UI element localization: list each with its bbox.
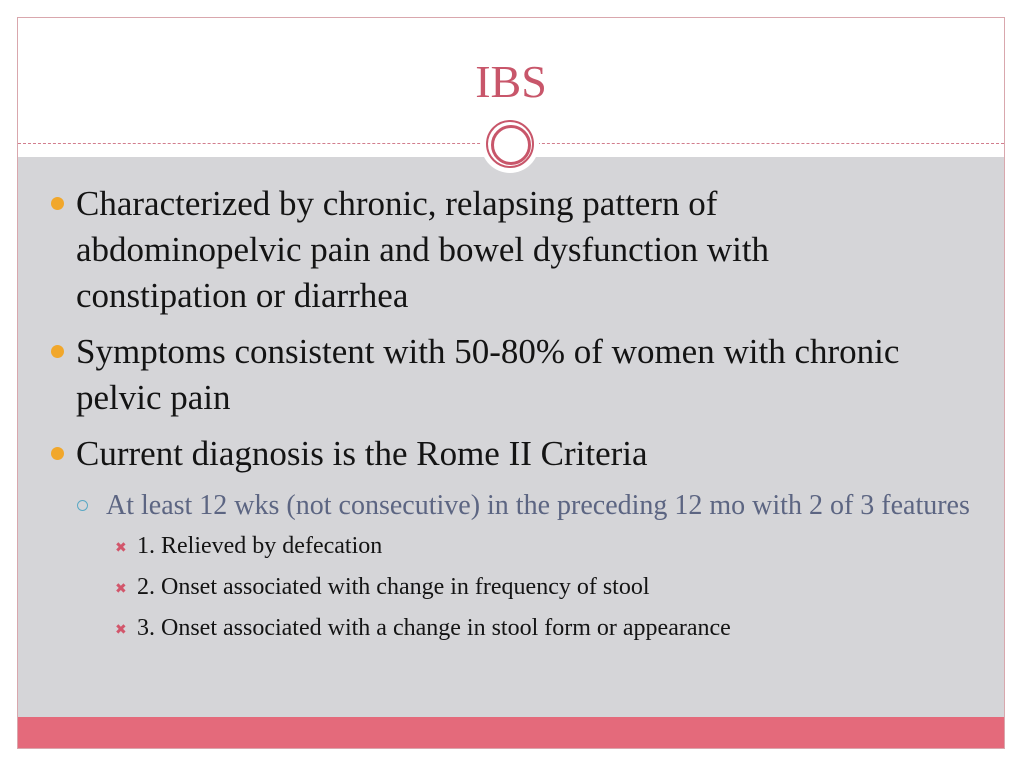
bullet-dot-icon (51, 447, 64, 460)
double-circle-icon (481, 115, 539, 173)
bullet-text: Current diagnosis is the Rome II Criteria (76, 434, 648, 473)
bullet-text: Characterized by chronic, relapsing pattern of abdominopelvic pain and bowel dysfunction with constipation or diarrhea (76, 184, 770, 315)
slide (17, 17, 1005, 749)
ring-bullet-icon (77, 500, 88, 511)
bullet-item (76, 329, 946, 421)
feature-text: 1. Relieved by defecation (137, 533, 383, 559)
feature-text: 3. Onset associated with a change in stool form or appearance (137, 615, 731, 641)
bullet-dot-icon (51, 197, 64, 210)
sub-bullet-text: At least 12 wks (not consecutive) in the preceding 12 mo with 2 of 3 features (106, 490, 970, 521)
bullet-item (76, 431, 946, 477)
footer-band (18, 717, 1004, 749)
content-area (18, 157, 1004, 717)
feature-text: 2. Onset associated with change in frequency of stool (137, 574, 650, 600)
bullet-item (76, 181, 946, 319)
cross-bullet-icon: ✖ (115, 622, 127, 638)
feature-item (115, 531, 987, 561)
bullet-list (18, 181, 1004, 654)
feature-item (115, 572, 987, 602)
feature-item (115, 613, 987, 643)
sub-bullet-item (106, 487, 986, 525)
cross-bullet-icon: ✖ (115, 540, 127, 556)
slide-title: IBS (475, 56, 547, 107)
bullet-dot-icon (51, 345, 64, 358)
bullet-text: Symptoms consistent with 50-80% of women with chronic pelvic pain (76, 332, 900, 417)
cross-bullet-icon: ✖ (115, 581, 127, 597)
